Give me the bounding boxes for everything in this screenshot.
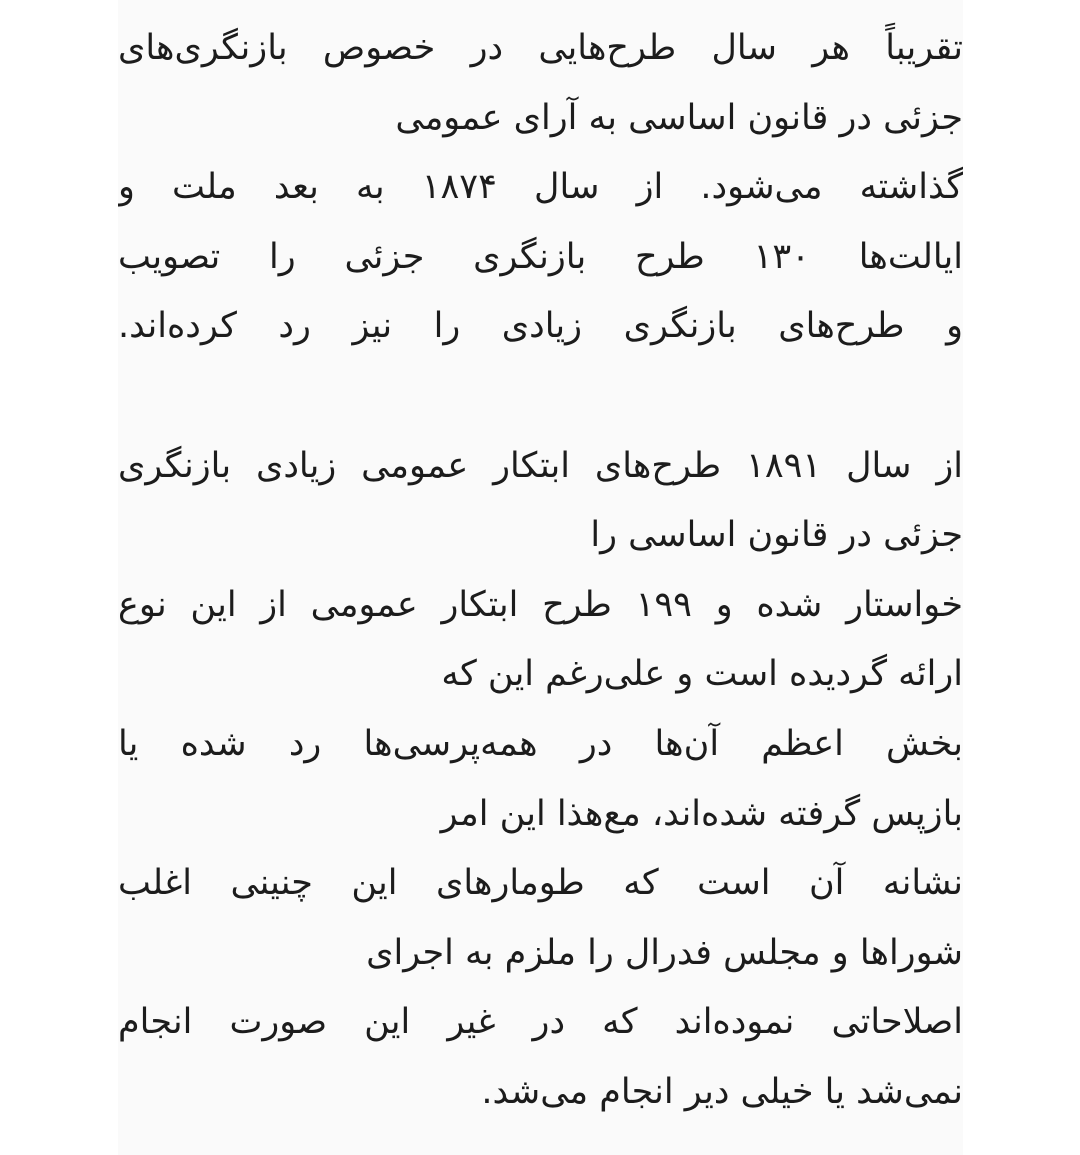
paragraph-1-line-5: و طرح‌های بازنگری زیادی را نیز رد کرده‌اند. (118, 306, 963, 347)
paragraph-2-line-3: خواستار شده و ۱۹۹ طرح ابتکار عمومی از این نوع (118, 584, 963, 625)
paragraph-1-line-4: ایالت‌ها ۱۳۰ طرح بازنگری جزئی را تصویب (118, 236, 963, 277)
paragraph-1-line-3: گذاشته می‌شود. از سال ۱۸۷۴ به بعد ملت و (118, 167, 963, 208)
paragraph-2 (118, 432, 963, 1128)
paragraph-1-line-2: جزئی در قانون اساسی به آرای عمومی (395, 97, 963, 138)
paragraph-2-line-10: نمی‌شد یا خیلی دیر انجام می‌شد. (481, 1071, 963, 1112)
paragraph-2-line-5: بخش اعظم آن‌ها در همه‌پرسی‌ها رد شده یا (118, 723, 963, 764)
paragraph-1-line-1: تقریباً هر سال طرح‌هایی در خصوص بازنگری‌های (118, 28, 963, 68)
paragraph-2-line-8: شوراها و مجلس فدرال را ملزم به اجرای (366, 932, 963, 973)
paragraph-2-line-9: اصلاحاتی نموده‌اند که در غیر این صورت انجام (118, 1002, 963, 1043)
article-text (118, 14, 963, 1128)
paragraph-2-line-2: جزئی در قانون اساسی را (590, 515, 963, 556)
paragraph-spacer (118, 362, 963, 432)
paragraph-2-line-7: نشانه آن است که طومارهای این چنینی اغلب (118, 863, 963, 904)
paragraph-2-line-1: از سال ۱۸۹۱ طرح‌های ابتکار عمومی زیادی بازنگری (118, 445, 963, 486)
paragraph-1 (118, 14, 963, 362)
paragraph-2-line-6: بازپس گرفته شده‌اند، مع‌هذا این امر (440, 793, 963, 834)
paragraph-2-line-4: ارائه گردیده است و علی‌رغم این که (441, 654, 963, 695)
